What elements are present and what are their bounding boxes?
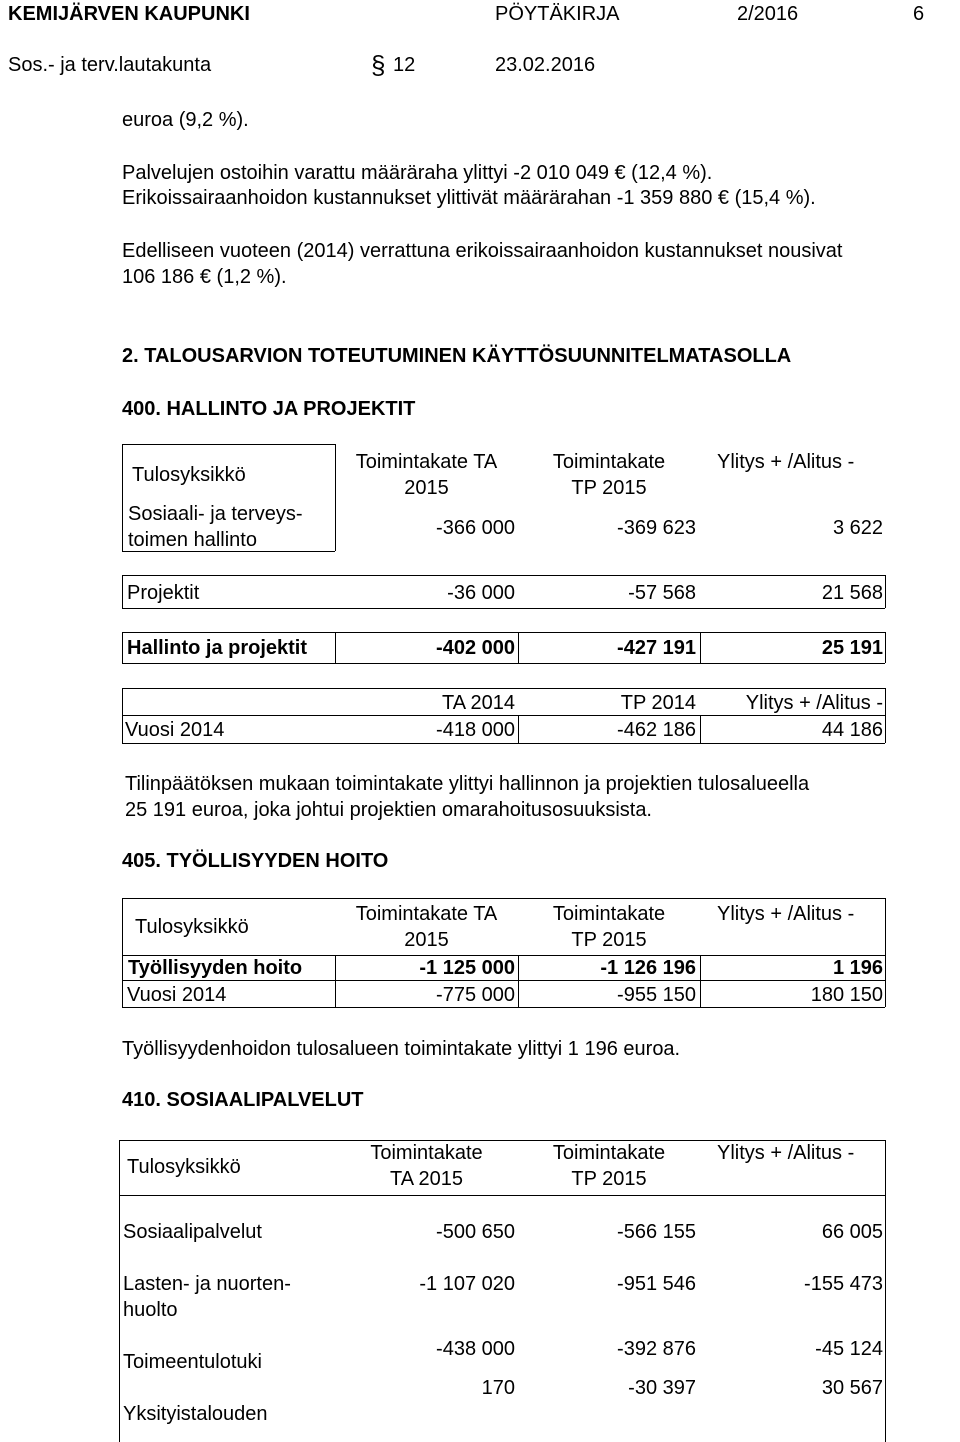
s400-row1-tp: -369 623 xyxy=(617,517,696,539)
s400-row3-ta: -402 000 xyxy=(436,637,515,659)
s405-row2-name: Vuosi 2014 xyxy=(127,984,227,1006)
s400-2014-name: Vuosi 2014 xyxy=(125,719,225,741)
s400-row2-diff: 21 568 xyxy=(821,582,883,604)
s400-row1-name-1: Sosiaali- ja terveys- xyxy=(128,503,303,525)
meeting-date: 23.02.2016 xyxy=(495,54,596,76)
s410-r2-diff: -155 473 xyxy=(804,1273,883,1295)
section-mark: § xyxy=(371,50,386,80)
intro-line-5: 106 186 € (1,2 %). xyxy=(122,266,287,288)
s400-col-tp-1: Toimintakate xyxy=(552,451,666,473)
s400-h2014-tp: TP 2014 xyxy=(620,692,696,714)
s410-r4-name: Yksityistalouden xyxy=(123,1403,268,1425)
s410-r2-name-1: Lasten- ja nuorten- xyxy=(123,1273,291,1295)
s405-col-tp-2: TP 2015 xyxy=(571,929,647,951)
s410-r3-diff: -45 124 xyxy=(815,1338,883,1360)
s400-row2-tp: -57 568 xyxy=(628,582,696,604)
s400-2014-ta: -418 000 xyxy=(436,719,515,741)
s400-text-1: Tilinpäätöksen mukaan toimintakate ylittyi hallinnon ja projektien tulosalueella xyxy=(125,773,810,795)
s400-row3-diff: 25 191 xyxy=(821,637,883,659)
s400-2014-diff: 44 186 xyxy=(821,719,883,741)
s410-r2-ta: -1 107 020 xyxy=(419,1273,515,1295)
intro-line-4: Edelliseen vuoteen (2014) verrattuna erikoissairaanhoidon kustannukset nousivat xyxy=(122,240,843,262)
s410-col-ta-2: TA 2015 xyxy=(389,1168,464,1190)
intro-line-2: Palvelujen ostoihin varattu määräraha ylittyi -2 010 049 € (12,4 %). xyxy=(122,162,713,184)
s410-title: 410. SOSIAALIPALVELUT xyxy=(122,1089,364,1111)
s400-row3-name: Hallinto ja projektit xyxy=(127,637,308,659)
s405-row2-diff: 180 150 xyxy=(810,984,883,1006)
s405-col-unit: Tulosyksikkö xyxy=(135,916,249,938)
s405-col-diff: Ylitys + /Alitus - xyxy=(717,903,855,925)
s400-row2-name: Projektit xyxy=(127,582,200,604)
s410-r4-ta: 170 xyxy=(481,1377,515,1399)
s400-row2-ta: -36 000 xyxy=(447,582,515,604)
s410-r1-name: Sosiaalipalvelut xyxy=(123,1221,262,1243)
s400-col-ta-1: Toimintakate TA xyxy=(355,451,498,473)
page-number: 6 xyxy=(913,3,925,25)
s410-r2-tp: -951 546 xyxy=(617,1273,696,1295)
s400-text-2: 25 191 euroa, joka johtui projektien omarahoitusosuuksista. xyxy=(125,799,652,821)
s410-r3-tp: -392 876 xyxy=(617,1338,696,1360)
s400-col-tp-2: TP 2015 xyxy=(571,477,647,499)
section-number: 12 xyxy=(393,54,416,76)
s400-row1-name-2: toimen hallinto xyxy=(128,529,257,551)
s405-title: 405. TYÖLLISYYDEN HOITO xyxy=(122,850,389,872)
s410-r3-name: Toimeentulotuki xyxy=(123,1351,262,1373)
s405-col-ta-1: Toimintakate TA xyxy=(355,903,498,925)
s405-row1-tp: -1 126 196 xyxy=(600,957,696,979)
intro-line-3: Erikoissairaanhoidon kustannukset ylittivät määrärahan -1 359 880 € (15,4 %). xyxy=(122,187,816,209)
s400-col-unit: Tulosyksikkö xyxy=(132,464,246,486)
s405-row1-name: Työllisyyden hoito xyxy=(128,957,303,979)
s410-col-diff: Ylitys + /Alitus - xyxy=(717,1142,855,1164)
intro-line-1: euroa (9,2 %). xyxy=(122,109,249,131)
s410-r2-name-2: huolto xyxy=(123,1299,178,1321)
section-heading: 2. TALOUSARVION TOTEUTUMINEN KÄYTTÖSUUNNITELMATASOLLA xyxy=(122,345,792,367)
s405-row1-diff: 1 196 xyxy=(832,957,883,979)
doc-number: 2/2016 xyxy=(737,3,799,25)
s400-col-diff: Ylitys + /Alitus - xyxy=(717,451,855,473)
s400-h2014-ta: TA 2014 xyxy=(441,692,515,714)
s410-r1-tp: -566 155 xyxy=(617,1221,696,1243)
s410-r3-ta: -438 000 xyxy=(436,1338,515,1360)
s410-col-ta-1: Toimintakate xyxy=(370,1142,483,1164)
s410-col-tp-2: TP 2015 xyxy=(571,1168,647,1190)
board-name: Sos.- ja terv.lautakunta xyxy=(8,54,212,76)
org-name: KEMIJÄRVEN KAUPUNKI xyxy=(8,3,250,25)
doc-type: PÖYTÄKIRJA xyxy=(495,3,620,25)
s405-row2-tp: -955 150 xyxy=(617,984,696,1006)
s410-r1-ta: -500 650 xyxy=(436,1221,515,1243)
s410-r1-diff: 66 005 xyxy=(821,1221,883,1243)
s400-col-ta-2: 2015 xyxy=(404,477,449,499)
s400-row3-tp: -427 191 xyxy=(617,637,696,659)
s410-r4-tp: -30 397 xyxy=(628,1377,696,1399)
s410-col-unit: Tulosyksikkö xyxy=(127,1156,241,1178)
s405-row1-ta: -1 125 000 xyxy=(419,957,515,979)
s400-2014-tp: -462 186 xyxy=(617,719,696,741)
s410-col-tp-1: Toimintakate xyxy=(552,1142,666,1164)
s400-title: 400. HALLINTO JA PROJEKTIT xyxy=(122,398,416,420)
s405-col-ta-2: 2015 xyxy=(404,929,449,951)
s405-text: Työllisyydenhoidon tulosalueen toimintakate ylittyi 1 196 euroa. xyxy=(122,1038,681,1060)
s405-col-tp-1: Toimintakate xyxy=(552,903,666,925)
s400-h2014-diff: Ylitys + /Alitus - xyxy=(745,692,883,714)
s405-row2-ta: -775 000 xyxy=(436,984,515,1006)
s400-row1-diff: 3 622 xyxy=(832,517,883,539)
s410-r4-diff: 30 567 xyxy=(821,1377,883,1399)
s400-row1-ta: -366 000 xyxy=(436,517,515,539)
